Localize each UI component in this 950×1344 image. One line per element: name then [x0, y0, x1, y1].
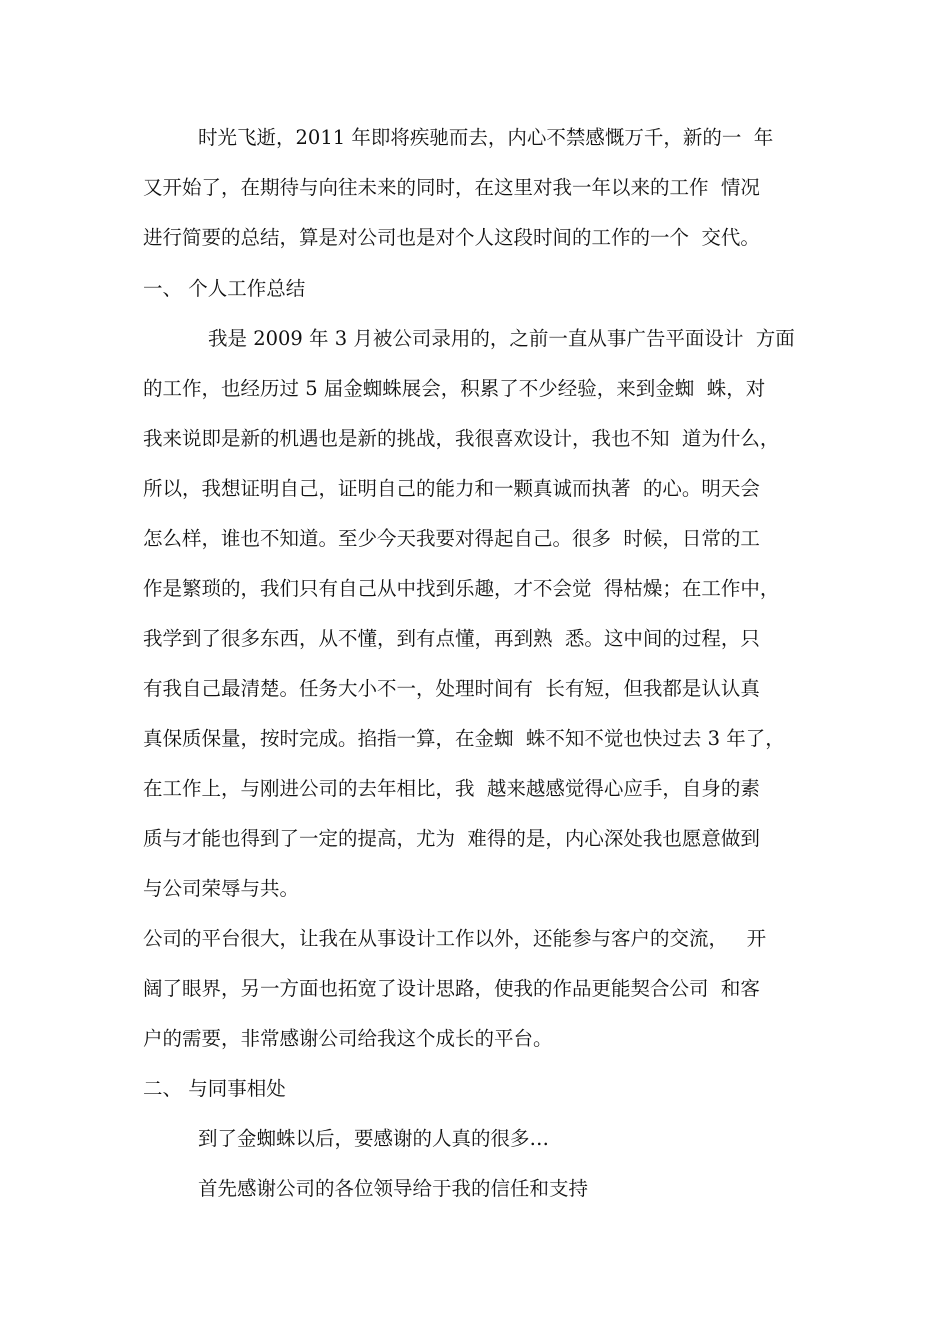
para-intro-line-3: 进行简要的总结，算是对公司也是对个人这段时间的工作的一个 交代。	[143, 226, 760, 249]
para-intro-line-2: 又开始了，在期待与向往未来的同时，在这里对我一年以来的工作 情况	[143, 176, 760, 199]
para-platform-line-2: 阔了眼界，另一方面也拓宽了设计思路，使我的作品更能契合公司 和客	[143, 977, 760, 1000]
section-heading-1: 一、 个人工作总结	[143, 277, 306, 300]
para-summary-line-3: 我来说即是新的机遇也是新的挑战，我很喜欢设计，我也不知 道为什么，	[143, 427, 780, 450]
para-colleagues-line-2: 首先感谢公司的各位领导给于我的信任和支持	[198, 1177, 589, 1200]
para-summary-line-6: 作是繁琐的，我们只有自己从中找到乐趣，才不会觉 得枯燥；在工作中，	[143, 577, 780, 600]
para-intro-line-1: 时光飞逝，2011 年即将疾驰而去，内心不禁感慨万千，新的一 年	[198, 126, 774, 149]
para-summary-line-2: 的工作，也经历过 5 届金蜘蛛展会，积累了不少经验，来到金蜘 蛛，对	[143, 377, 766, 400]
para-summary-line-11: 质与才能也得到了一定的提高，尤为 难得的是，内心深处我也愿意做到	[143, 827, 760, 850]
para-summary-line-7: 我学到了很多东西，从不懂，到有点懂，再到熟 悉。这中间的过程，只	[143, 627, 760, 650]
para-summary-line-9: 真保质保量，按时完成。掐指一算，在金蜘 蛛不知不觉也快过去 3 年了，	[143, 727, 785, 750]
section-heading-2: 二、 与同事相处	[143, 1077, 286, 1100]
para-summary-line-4: 所以，我想证明自己，证明自己的能力和一颗真诚而执著 的心。明天会	[143, 477, 760, 500]
para-summary-line-8: 有我自己最清楚。任务大小不一，处理时间有 长有短，但我都是认认真	[143, 677, 760, 700]
para-platform-line-1: 公司的平台很大，让我在从事设计工作以外，还能参与客户的交流， 开	[143, 927, 767, 950]
para-summary-line-12: 与公司荣辱与共。	[143, 877, 300, 900]
para-summary-line-10: 在工作上，与刚进公司的去年相比，我 越来越感觉得心应手，自身的素	[143, 777, 760, 800]
para-platform-line-3: 户的需要，非常感谢公司给我这个成长的平台。	[143, 1027, 553, 1050]
para-colleagues-line-1: 到了金蜘蛛以后，要感谢的人真的很多…	[198, 1127, 550, 1150]
para-summary-line-5: 怎么样，谁也不知道。至少今天我要对得起自己。很多 时候，日常的工	[143, 527, 760, 550]
para-summary-line-1: 我是 2009 年 3 月被公司录用的，之前一直从事广告平面设计 方面	[208, 327, 795, 350]
